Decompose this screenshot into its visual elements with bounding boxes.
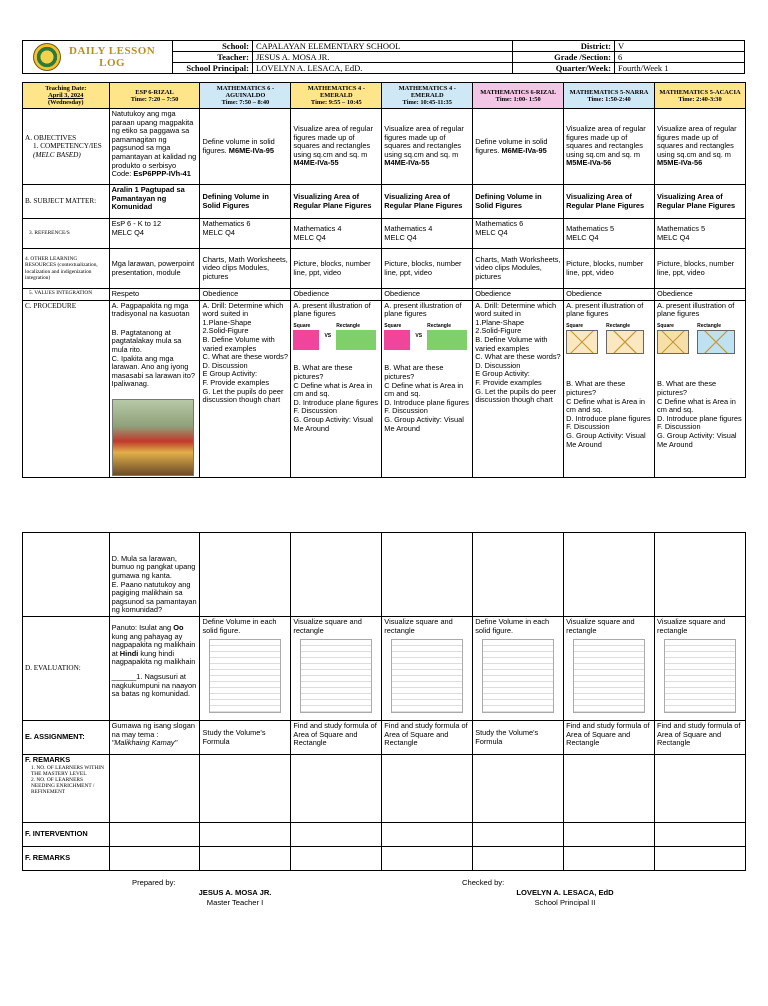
evaluation-math5-narra: Visualize square and rectangle <box>564 617 655 721</box>
worksheet-image <box>573 639 645 713</box>
column-header-math6-aguinaldo: MATHEMATICS 6 - AGUINALDO Time: 7:50 – 8:40 <box>200 83 291 109</box>
prepared-by-label: Prepared by: <box>132 878 176 887</box>
evaluation-esp: Panuto: Isulat ang Oo kung ang pahayag ay nagpapakita ng malikhain at Hindi kung hindi nagpapakita ng malikhain ______1. Nagsusuri at nagkukumpuni na naayon sa batas ng komunidad. <box>109 617 200 721</box>
procedure-math5-narra: A. present illustration of plane figures Square Rectangle B. What are these pictures? C Define what is Area in cm and sq. D. Introduce plane figures F. Discussion G. Group Activity: Visual Me Around <box>564 300 655 477</box>
evaluation-math6-rizal: Define Volume in each solid figure. <box>473 617 564 721</box>
teaching-date-cell: Teaching Date: April 3, 2024 (Wednesday) <box>23 83 110 109</box>
procedure-esp: A. Pagpapakita ng mga tradisyonal na kasuotan B. Pagtatanong at pagtatalakay mula sa mula rito. C. Ipakita ang mga larawan. Ano ang iyong masasabi sa larawan ito? Ipaliwanag. <box>109 300 200 477</box>
resources-math6-rizal: Charts, Math Worksheets, video clips Modules, pictures <box>473 249 564 289</box>
column-header-math5-acacia: MATHEMATICS 5-ACACIA Time: 2:40-3:30 <box>655 83 746 109</box>
other-resources-label: 4. OTHER LEARNING RESOURCES (contextualization, localization and indigenization integration) <box>23 249 110 289</box>
objective-math5-acacia: Visualize area of regular figures made up of squares and rectangles using sq.cm and sq. m M5ME-IVa-56 <box>655 109 746 185</box>
subject-label: B. SUBJECT MATTER: <box>23 185 110 219</box>
square-rectangle-grid-figure: Square Rectangle <box>566 322 652 355</box>
remarks-label-cell: F. REMARKS 1. NO. OF LEARNERS WITHIN THE MASTERY LEVEL 2. NO. OF LEARNERS NEEDING ENRICHMENT / REFINEMENT <box>23 755 110 823</box>
evaluation-label: D. EVALUATION: <box>23 617 110 721</box>
subject-math5-narra: Visualizing Area of Regular Plane Figures <box>564 185 655 219</box>
reference-esp: EsP 6 - K to 12 MELC Q4 <box>109 219 200 249</box>
assignment-math4-emerald-2: Find and study formula of Area of Square and Rectangle <box>382 721 473 755</box>
procedure-math4-emerald-1: A. present illustration of plane figures Square VS Rectangle B. What are these pictures? C Define what is Area in cm and sq. D. Introduce plane figures F. Discussion G. Group Activity: Visual Me Around <box>291 300 382 477</box>
assignment-math6-rizal: Study the Volume's Formula <box>473 721 564 755</box>
school-value: CAPALAYAN ELEMENTARY SCHOOL <box>253 41 513 52</box>
subject-math6-rizal: Defining Volume in Solid Figures <box>473 185 564 219</box>
checked-by-title: School Principal II <box>534 898 596 907</box>
worksheet-image <box>209 639 281 713</box>
deped-seal-icon <box>33 43 61 71</box>
reference-math6-rizal: Mathematics 6 MELC Q4 <box>473 219 564 249</box>
worksheet-image <box>391 639 463 713</box>
lesson-table <box>22 82 746 478</box>
resources-math5-acacia: Picture, blocks, number line, ppt, video <box>655 249 746 289</box>
resources-math4-emerald-1: Picture, blocks, number line, ppt, video <box>291 249 382 289</box>
header-table <box>22 40 745 74</box>
evaluation-math4-emerald-2: Visualize square and rectangle <box>382 617 473 721</box>
assignment-math6-aguinaldo: Study the Volume's Formula <box>200 721 291 755</box>
values-math6-rizal: Obedience <box>473 289 564 301</box>
prepared-by-name: JESUS A. MOSA JR. <box>198 888 272 897</box>
principal-value: LOVELYN A. LESACA, EdD. <box>253 63 513 74</box>
column-header-math4-emerald-1: MATHEMATICS 4 - EMERALD Time: 9:55 – 10:45 <box>291 83 382 109</box>
objective-math4-emerald-2: Visualize area of regular figures made up of squares and rectangles using sq.cm and sq. m M4ME-IVa-55 <box>382 109 473 185</box>
lesson-table-continued <box>22 532 746 871</box>
reference-math4-emerald-2: Mathematics 4 MELC Q4 <box>382 219 473 249</box>
column-header-math6-rizal: MATHEMATICS 6-RIZAL Time: 1:00- 1:50 <box>473 83 564 109</box>
procedure-label: C. PROCEDURE <box>23 300 110 477</box>
objective-math6-rizal: Define volume in solid figures. M6ME-IVa-95 <box>473 109 564 185</box>
assignment-math4-emerald-1: Find and study formula of Area of Square and Rectangle <box>291 721 382 755</box>
square-rectangle-figure: Square VS Rectangle <box>293 322 379 351</box>
objective-math4-emerald-1: Visualize area of regular figures made up of squares and rectangles using sq.cm and sq. m M4ME-IVa-55 <box>291 109 382 185</box>
grade-label: Grade /Section: <box>513 52 615 63</box>
logo-cell <box>23 41 173 74</box>
procedure-math6-aguinaldo: A. Drill: Determine which word suited in 1.Plane-Shape 2.Solid-Figure B. Define Volume with varied examples C. What are these words? D. Discussion E Group Activity: F. Provide examples G. Let the pupils do peer discussion though chart <box>200 300 291 477</box>
values-math6-aguinaldo: Obedience <box>200 289 291 301</box>
square-rectangle-figure: Square VS Rectangle <box>384 322 470 351</box>
square-rectangle-grid-figure: Square Rectangle <box>657 322 743 355</box>
intervention-label: F. INTERVENTION <box>23 823 110 847</box>
assignment-math5-narra: Find and study formula of Area of Square and Rectangle <box>564 721 655 755</box>
checked-by-name: LOVELYN A. LESACA, EdD <box>516 888 614 897</box>
procedure-math4-emerald-2: A. present illustration of plane figures Square VS Rectangle B. What are these pictures? C Define what is Area in cm and sq. D. Introduce plane figures F. Discussion G. Group Activity: Visual Me Around <box>382 300 473 477</box>
checked-by-label: Checked by: <box>462 878 505 887</box>
district-value: V <box>615 41 745 52</box>
values-esp: Respeto <box>109 289 200 301</box>
values-math5-narra: Obedience <box>564 289 655 301</box>
objective-math5-narra: Visualize area of regular figures made up of squares and rectangles using sq.cm and sq. m M5ME-IVa-56 <box>564 109 655 185</box>
reference-math4-emerald-1: Mathematics 4 MELC Q4 <box>291 219 382 249</box>
objectives-label: A. OBJECTIVES 1. COMPETENCY/IES (MELC BASED) <box>23 109 110 185</box>
worksheet-image <box>664 639 736 713</box>
principal-label: School Principal: <box>173 63 253 74</box>
district-label: District: <box>513 41 615 52</box>
assignment-math5-acacia: Find and study formula of Area of Square and Rectangle <box>655 721 746 755</box>
subject-math6-aguinaldo: Defining Volume in Solid Figures <box>200 185 291 219</box>
assignment-label: E. ASSIGNMENT: <box>23 721 110 755</box>
subject-math4-emerald-1: Visualizing Area of Regular Plane Figures <box>291 185 382 219</box>
procedure-math5-acacia: A. present illustration of plane figures Square Rectangle B. What are these pictures? C Define what is Area in cm and sq. D. Introduce plane figures F. Discussion G. Group Activity: Visual Me Around <box>655 300 746 477</box>
values-math5-acacia: Obedience <box>655 289 746 301</box>
worksheet-image <box>300 639 372 713</box>
worksheet-image <box>482 639 554 713</box>
quarter-value: Fourth/Week 1 <box>615 63 745 74</box>
resources-math4-emerald-2: Picture, blocks, number line, ppt, video <box>382 249 473 289</box>
reference-label: 3. REFERENCE/S <box>23 219 110 249</box>
assignment-esp: Gumawa ng isang slogan na may tema : "Malikhaing Kamay" <box>109 721 200 755</box>
procedure-esp-continued: D. Mula sa larawan, bumuo ng pangkat upang gumawa ng kanta. E. Paano natutukoy ang pagiging malikhain sa pagsunod sa pamantayan ng komunidad? <box>109 533 200 617</box>
subject-esp: Aralin 1 Pagtupad sa Pamantayan ng Komunidad <box>109 185 200 219</box>
subject-math4-emerald-2: Visualizing Area of Regular Plane Figures <box>382 185 473 219</box>
procedure-math6-rizal: A. Drill: Determine which word suited in 1.Plane-Shape 2.Solid-Figure B. Define Volume with varied examples C. What are these words? D. Discussion E Group Activity: F. Provide examples G. Let the pupils do peer discussion though chart <box>473 300 564 477</box>
traditional-costume-photo <box>112 399 194 476</box>
evaluation-math6-aguinaldo: Define Volume in each solid figure. <box>200 617 291 721</box>
grade-value: 6 <box>615 52 745 63</box>
reference-math6-aguinaldo: Mathematics 6 MELC Q4 <box>200 219 291 249</box>
evaluation-math4-emerald-1: Visualize square and rectangle <box>291 617 382 721</box>
quarter-label: Quarter/Week: <box>513 63 615 74</box>
subject-math5-acacia: Visualizing Area of Regular Plane Figures <box>655 185 746 219</box>
evaluation-math5-acacia: Visualize square and rectangle <box>655 617 746 721</box>
values-math4-emerald-1: Obedience <box>291 289 382 301</box>
values-math4-emerald-2: Obedience <box>382 289 473 301</box>
school-label: School: <box>173 41 253 52</box>
reference-math5-narra: Mathematics 5 MELC Q4 <box>564 219 655 249</box>
resources-math5-narra: Picture, blocks, number line, ppt, video <box>564 249 655 289</box>
reference-math5-acacia: Mathematics 5 MELC Q4 <box>655 219 746 249</box>
remarks-label-2: F. REMARKS <box>23 847 110 871</box>
objective-math6-aguinaldo: Define volume in solid figures. M6ME-IVa-95 <box>200 109 291 185</box>
teacher-value: JESUS A. MOSA JR. <box>253 52 513 63</box>
resources-math6-aguinaldo: Charts, Math Worksheets, video clips Modules, pictures <box>200 249 291 289</box>
resources-esp: Mga larawan, powerpoint presentation, module <box>109 249 200 289</box>
column-header-esp: ESP 6-RIZAL Time: 7:20 – 7:50 <box>109 83 200 109</box>
objective-esp: Natutukoy ang mga paraan upang magpakita ng etiko sa paggawa sa pamamagitan ng pagsunod sa mga pamantayan at kalidad ng produkto o serbisyo Code: EsP6PPP-IVh-41 <box>109 109 200 185</box>
column-header-math4-emerald-2: MATHEMATICS 4 - EMERALD Time: 10:45-11:35 <box>382 83 473 109</box>
column-header-math5-narra: MATHEMATICS 5-NARRA Time: 1:50-2:40 <box>564 83 655 109</box>
values-label: 5. VALUES INTEGRATION <box>23 289 110 301</box>
logo-text: DAILY LESSON LOG <box>69 45 156 69</box>
prepared-by-title: Master Teacher I <box>206 898 264 907</box>
teacher-label: Teacher: <box>173 52 253 63</box>
